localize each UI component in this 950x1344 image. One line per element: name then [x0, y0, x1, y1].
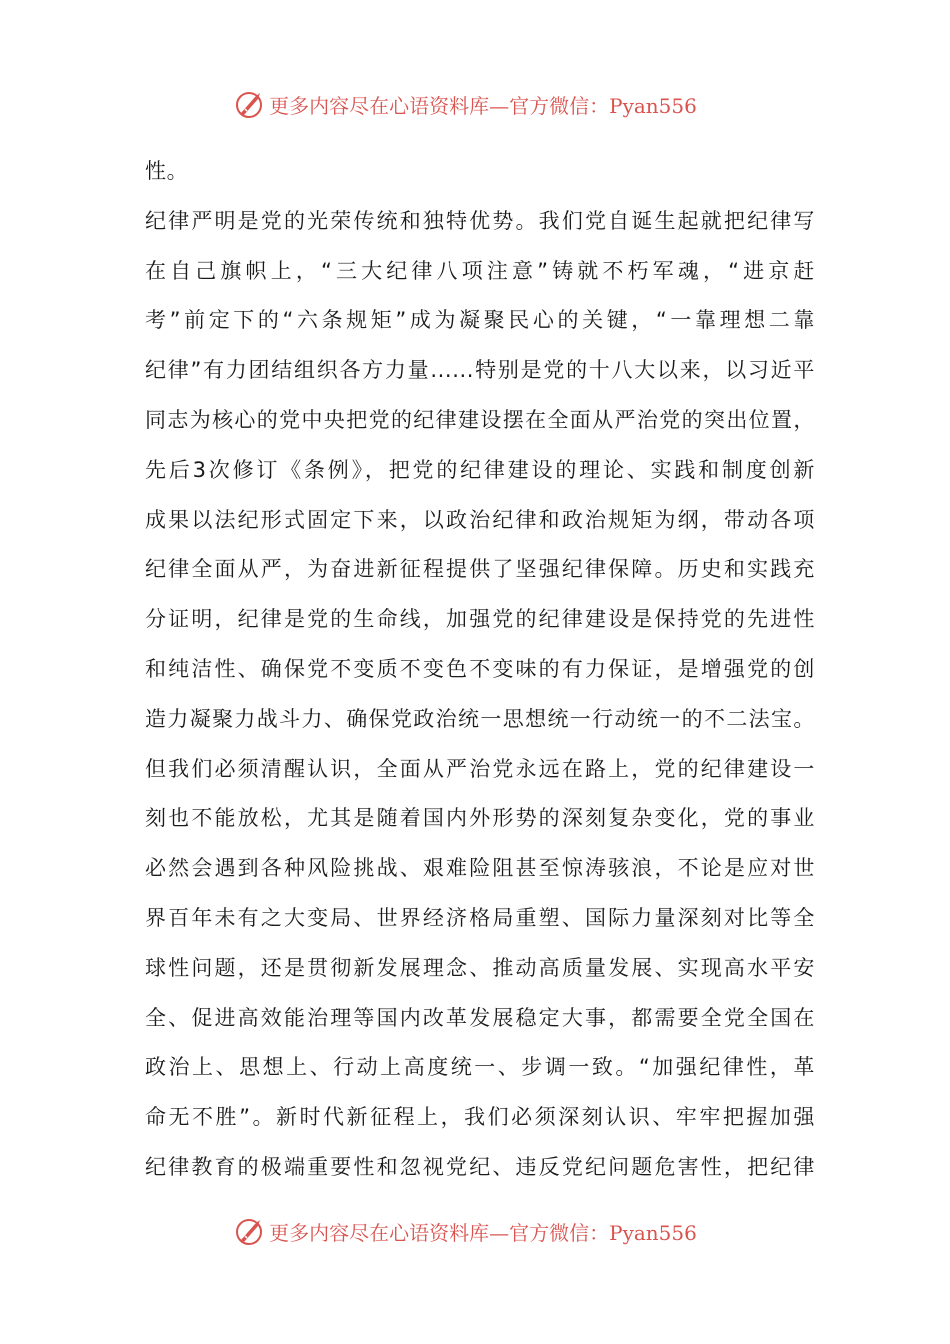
text-line: 纪律教育的极端重要性和忽视党纪、违反党纪问题危害性，把纪律 [145, 1154, 815, 1179]
text-line: 政治上、思想上、行动上高度统一、步调一致。“加强纪律性，革 [145, 1055, 815, 1080]
text-line: 纪律”有力团结组织各方力量......特别是党的十八大以来，以习近平 [145, 358, 815, 383]
watermark-text: 更多内容尽在心语资料库—官方微信：Pyan556 [269, 93, 697, 118]
text-line: 考”前定下的“六条规矩”成为凝聚民心的关键，“一靠理想二靠 [145, 308, 815, 333]
text-line: 在自己旗帜上，“三大纪律八项注意”铸就不朽军魂，“进京赶 [145, 258, 815, 283]
text-line: 造力凝聚力战斗力、确保党政治统一思想统一行动统一的不二法宝。 [145, 706, 815, 731]
text-line: 界百年未有之大变局、世界经济格局重塑、国际力量深刻对比等全 [145, 905, 815, 930]
text-line: 球性问题，还是贯彻新发展理念、推动高质量发展、实现高水平安 [145, 955, 815, 980]
text-line: 但我们必须清醒认识，全面从严治党永远在路上，党的纪律建设一 [145, 756, 815, 781]
text-line: 必然会遇到各种风险挑战、艰难险阻甚至惊涛骇浪，不论是应对世 [145, 856, 815, 881]
text-line: 分证明，纪律是党的生命线，加强党的纪律建设是保持党的先进性 [145, 607, 815, 632]
text-line: 同志为核心的党中央把党的纪律建设摆在全面从严治党的突出位置， [145, 407, 815, 432]
header-watermark [0, 84, 950, 124]
text-line: 性。 [145, 159, 189, 183]
text-line: 纪律全面从严，为奋进新征程提供了坚强纪律保障。历史和实践充 [145, 557, 815, 582]
pen-nib-circle-icon [233, 1214, 267, 1248]
text-line: 纪律严明是党的光荣传统和独特优势。我们党自诞生起就把纪律写 [145, 208, 815, 233]
pen-nib-circle-icon [233, 87, 267, 121]
text-line: 刻也不能放松，尤其是随着国内外形势的深刻复杂变化，党的事业 [145, 806, 815, 831]
text-line: 先后3次修订《条例》，把党的纪律建设的理论、实践和制度创新 [145, 457, 815, 482]
document-body [145, 151, 815, 1197]
text-line: 成果以法纪形式固定下来，以政治纪律和政治规矩为纲，带动各项 [145, 507, 815, 532]
footer-watermark [0, 1211, 950, 1251]
text-line: 和纯洁性、确保党不变质不变色不变味的有力保证，是增强党的创 [145, 656, 815, 681]
text-line: 全、促进高效能治理等国内改革发展稳定大事，都需要全党全国在 [145, 1005, 815, 1030]
text-line: 命无不胜”。新时代新征程上，我们必须深刻认识、牢牢把握加强 [145, 1105, 815, 1130]
watermark-text: 更多内容尽在心语资料库—官方微信：Pyan556 [269, 1220, 697, 1245]
